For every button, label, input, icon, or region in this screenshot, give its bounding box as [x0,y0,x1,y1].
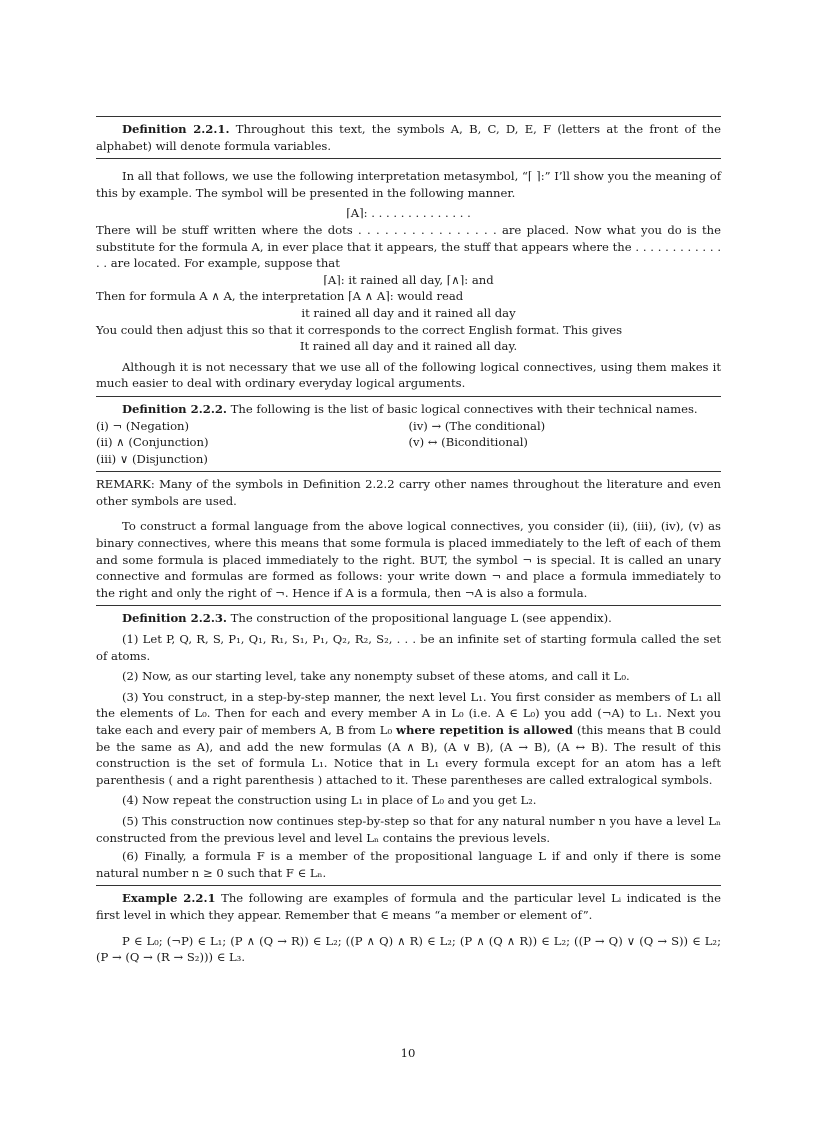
step-6: (6) Finally, a formula F is a member of the propositional language L if and only if there is some natural number n ≥ 0 such that F ∈ Lₙ. [96,849,721,880]
list-item: (v) ↔ (Biconditional) [408,435,528,450]
rule [96,885,721,886]
interp-paragraph-3: Then for formula A ∧ A, the interpretation ⌈A ∧ A⌉: would read [96,289,464,304]
interp-display-2: ⌈A⌉: it rained all day, ⌈∧⌉: and [323,272,494,287]
construction-paragraph: To construct a formal language from the above logical connectives, you consider (ii), (iii), (iv), (v) as binary connectives, where this means that some formula is placed immediately to the left of each of them and some formula is placed immediately to the right. BUT, the symbol ¬ is special. It is called an unary connective and formulas are formed as follows: your write down ¬ and place a formula immediately to the right and only the right of ¬. Hence if A is a formula, then ¬A is also a formula. [96,519,721,600]
interp-display-3: it rained all day and it rained all day [301,305,516,320]
step-3 [96,689,721,789]
connectives-list [96,418,721,468]
list-item: (iii) ∨ (Disjunction) [96,451,208,466]
rule [96,471,721,472]
interp-display-4: It rained all day and it rained all day. [299,339,518,354]
definition-text: The construction of the propositional language L (see appendix). [230,611,612,626]
page-body [96,116,721,966]
step-2: (2) Now, as our starting level, take any nonempty subset of these atoms, and call it L₀. [122,669,630,684]
rule [96,396,721,397]
example-heading: Example 2.2.1 [122,891,216,906]
definition-2-2-3-intro [96,610,721,627]
step-5: (5) This construction now continues step-by-step so that for any natural number n you have a level Lₙ constructed from the previous level and level Lₙ contains the previous levels. [96,813,721,845]
rule-top [96,116,721,117]
step-3-emphasis: where repetition is allowed [395,723,573,737]
definition-2-2-3 [96,610,721,881]
connectives-right-column [409,418,722,468]
example-formula-list: P ∈ L₀; (¬P) ∈ L₁; (P ∧ (Q → R)) ∈ L₂; ((P ∧ Q) ∧ R) ∈ L₂; (P ∧ (Q ∧ R)) ∈ L₂; ((P → Q) ∨ (Q → S)) ∈ L₂; (P → (Q → (R → S₂))) ∈ L₃. [96,933,721,965]
list-item: (ii) ∧ (Conjunction) [96,435,209,450]
interp-paragraph-2: There will be stuff written where the dots . . . . . . . . . . . . . . . . are placed. Now what you do is the substitute for the formula A, in ever place that it appears, the stuff that appears where the . . . . . . . . . . . . . . are located. For example, suppose that [96,222,721,271]
rule [96,158,721,159]
interp-paragraph-4: You could then adjust this so that it corresponds to the correct English format. This gives [96,322,623,337]
interp-paragraph-1: In all that follows, we use the following interpretation metasymbol, “⌈ ⌉:” I’ll show you the meaning of this by example. The symbol will be presented in the following manner. [96,169,721,200]
definition-heading: Definition 2.2.2. [122,401,227,416]
definition-heading: Definition 2.2.1. [122,122,230,136]
interp-paragraph-5: Although it is not necessary that we use all of the following logical connectives, using them makes it much easier to deal with ordinary everyday logical arguments. [96,359,721,391]
example-2-2-1 [96,890,721,923]
step-1: (1) Let P, Q, R, S, P₁, Q₁, R₁, S₁, P₁, Q₂, R₂, S₂, . . . be an infinite set of starting formula called the set of atoms. [96,632,721,663]
definition-text: The following is the list of basic logical connectives with their technical names. [230,401,698,416]
example-text: The following are examples of formula and the particular level Lᵢ indicated is the first level in which they appear. Remember that ∈ means “a member or element of”. [96,891,721,922]
list-item: (i) ¬ (Negation) [96,418,190,433]
step-3-text-a: (3) You construct, in a step-by-step manner, the next level L₁. You first consider as members of L₁ all the elements of L₀. Then for each and every member A in L₀ (i.e. A ∈ L₀) you add (¬A) to L₁. Next you take each and every pair of members A, B from L₀ [96,689,721,737]
page-number: 10 [400,1046,416,1060]
definition-2-2-1 [96,121,721,154]
definition-2-2-2 [96,401,721,418]
definition-text: Throughout this text, the symbols A, B, C, D, E, F (letters at the front of the alphabet) will denote formula variables. [96,122,722,153]
step-4: (4) Now repeat the construction using L₁ in place of L₀ and you get L₂. [122,793,537,808]
remark: REMARK: Many of the symbols in Definition 2.2.2 carry other names throughout the literature and even other symbols are used. [96,477,721,508]
step-3-text-b: (this means that B could be the same as A), and add the new formulas (A ∧ B), (A ∨ B), (A → B), (A ↔ B). The result of this construction is the set of formula L₁. Notice that in L₁ every formula except for an atom has a left parenthesis ( and a right parenthesis ) attached to it. These parentheses are called extralogical symbols. [96,723,722,787]
interp-display-1: ⌈A⌉: . . . . . . . . . . . . . . [346,206,471,221]
definition-heading: Definition 2.2.3. [122,611,227,626]
rule [96,605,721,606]
list-item: (iv) → (The conditional) [408,418,546,433]
connectives-left-column [96,418,409,468]
